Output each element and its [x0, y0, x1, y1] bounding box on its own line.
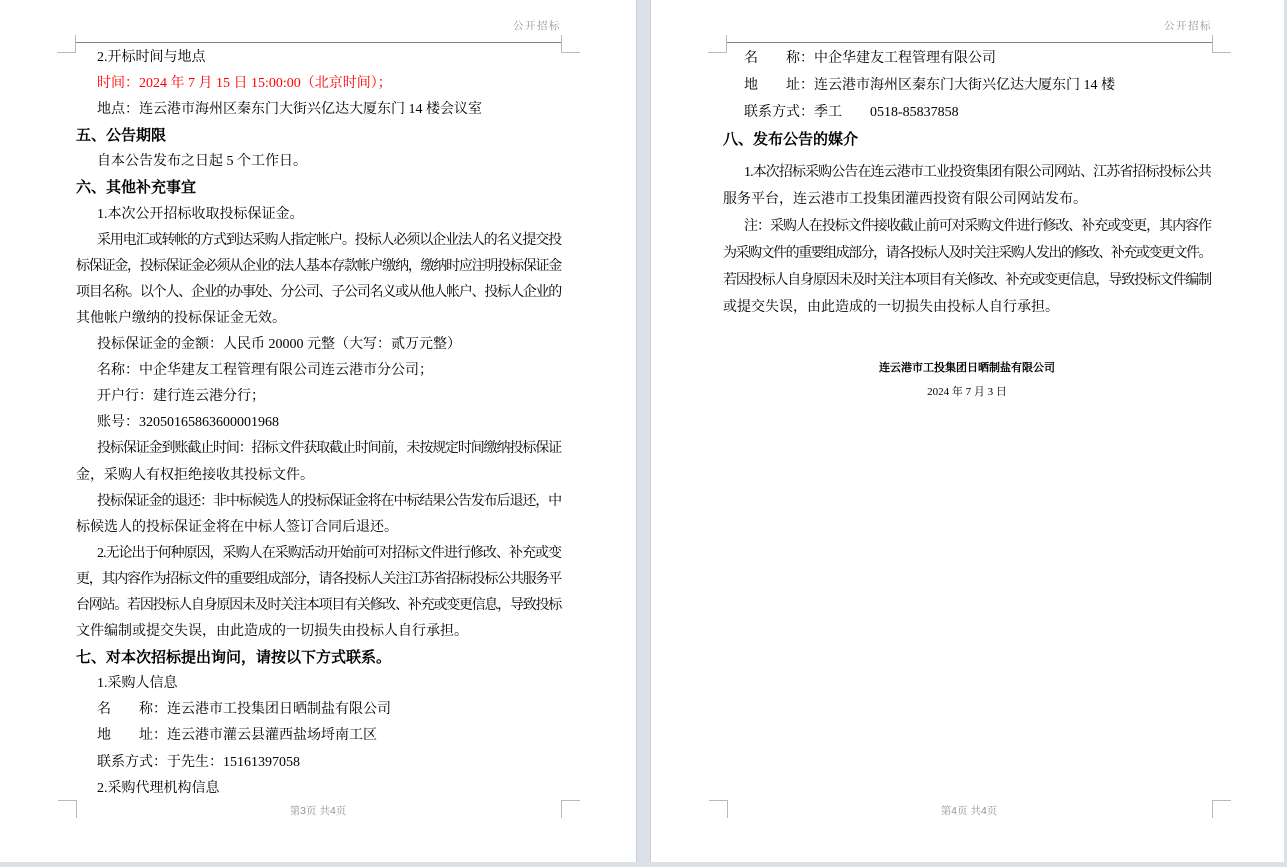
section-7-heading: 七、对本次招标提出询问，请按以下方式联系。 [76, 649, 392, 667]
margin-mark-bottom-right [1212, 800, 1231, 818]
text-line: 项目名称。以个人、企业的办事处、分公司、子公司名义或从他人帐户、投标人企业的 [76, 284, 561, 300]
page-header-text: 公开招标 [1164, 20, 1212, 32]
agency-address: 地 址：连云港市海州区秦东门大街兴亿达大厦东门 14 楼 [744, 78, 1115, 93]
page-number: 第4页 共4页 [940, 805, 998, 817]
agency-contact: 联系方式：季工 0518-85837858 [744, 105, 959, 120]
text-line: 或提交失误，由此造成的一切损失由投标人自行承担。 [723, 300, 1059, 315]
text-line: 自本公告发布之日起 5 个工作日。 [97, 154, 307, 170]
page-number: 第3页 共4页 [289, 805, 347, 817]
page-body-text [76, 45, 561, 802]
text-line: 2.采购代理机构信息 [97, 780, 220, 796]
text-line: 标候选人的投标保证金将在中标人签订合同后退还。 [76, 519, 398, 535]
text-line: 2.无论出于何种原因，采购人在采购活动开始前可对招标文件进行修改、补充或变 [97, 545, 562, 561]
agency-name: 名 称：中企华建友工程管理有限公司 [744, 51, 996, 66]
page-body-text [723, 45, 1211, 404]
document-page-4[interactable] [650, 0, 1284, 862]
text-line [723, 321, 1211, 356]
text-line: 文件编制或提交失误，由此造成的一切损失由投标人自行承担。 [76, 624, 468, 640]
text-line: 服务平台，连云港市工投集团灌西投资有限公司网站发布。 [723, 192, 1087, 207]
text-line: 1.本次招标采购公告在连云港市工业投资集团有限公司网站、江苏省招标投标公共 [744, 165, 1212, 180]
text-line: 名称：中企华建友工程管理有限公司连云港市分公司； [97, 363, 433, 379]
text-line: 其他帐户缴纳的投标保证金无效。 [76, 310, 286, 326]
page-header-text: 公开招标 [513, 20, 561, 32]
header-rule [726, 42, 1212, 43]
text-line: 台网站。若因投标人自身原因未及时关注本项目有关修改、补充或变更信息，导致投标 [76, 597, 561, 613]
text-line: 投标保证金的退还：非中标候选人的投标保证金将在中标结果公告发布后退还，中 [97, 493, 562, 509]
deposit-amount: 投标保证金的金额：人民币 20000 元整（大写：贰万元整） [97, 337, 461, 353]
bank-name: 开户行：建行连云港分行； [97, 389, 265, 405]
margin-mark-top-right [1212, 35, 1231, 53]
text-line: 更，其内容作为招标文件的重要组成部分，请各投标人关注江苏省招标投标公共服务平 [76, 571, 561, 587]
text-line: 2.开标时间与地点 [97, 50, 206, 65]
text-line: 采用电汇或转帐的方式到达采购人指定帐户。投标人必须以企业法人的名义提交投 [97, 232, 562, 248]
purchaser-name: 名 称：连云港市工投集团日晒制盐有限公司 [97, 702, 391, 718]
text-line: 若因投标人自身原因未及时关注本项目有关修改、补充或变更信息，导致投标文件编制 [723, 273, 1211, 288]
bid-opening-time: 时间：2024 年 7 月 15 日 15:00:00（北京时间）； [97, 76, 392, 92]
margin-mark-top-right [561, 35, 580, 53]
text-line: 金，采购人有权拒绝接收其投标文件。 [76, 467, 314, 483]
issue-date: 2024 年 7 月 3 日 [927, 386, 1007, 398]
text-line: 1.采购人信息 [97, 676, 178, 692]
margin-mark-top-left [57, 35, 76, 53]
section-5-heading: 五、公告期限 [76, 127, 167, 145]
text-line: 标保证金，投标保证金必须从企业的法人基本存款帐户缴纳，缴纳时应注明投标保证金 [76, 258, 561, 274]
bid-opening-place: 地点：连云港市海州区秦东门大街兴亿达大厦东门 14 楼会议室 [97, 102, 482, 118]
text-line: 为采购文件的重要组成部分，请各投标人及时关注采购人发出的修改、补充或变更文件。 [723, 246, 1212, 261]
text-line: 注：采购人在投标文件接收截止前可对采购文件进行修改、补充或变更，其内容作 [744, 219, 1211, 234]
section-6-heading: 六、其他补充事宜 [76, 179, 197, 197]
header-rule [75, 42, 561, 43]
purchaser-contact: 联系方式：于先生：15161397058 [97, 754, 300, 770]
issuer-name: 连云港市工投集团日晒制盐有限公司 [879, 362, 1055, 374]
text-line: 1.本次公开招标收取投标保证金。 [97, 206, 304, 222]
margin-mark-bottom-right [561, 800, 580, 818]
purchaser-address: 地 址：连云港市灌云县灌西盐场埒南工区 [97, 728, 377, 744]
document-page-3[interactable] [0, 0, 637, 862]
account-number-line: 账号：32050165863600001968 [97, 415, 279, 431]
section-8-heading: 八、发布公告的媒介 [723, 131, 859, 148]
text-line: 投标保证金到账截止时间：招标文件获取截止时间前，未按规定时间缴纳投标保证 [97, 441, 562, 457]
